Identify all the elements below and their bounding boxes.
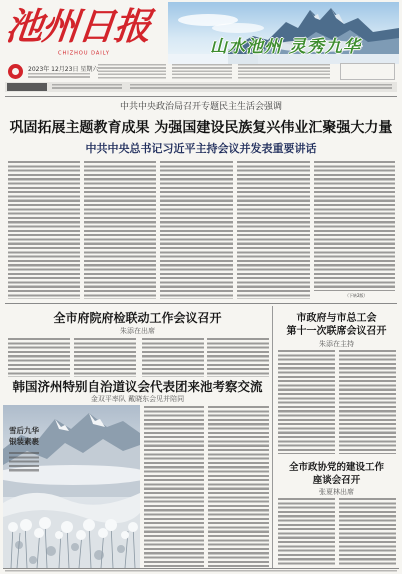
edition-info-text <box>238 64 330 80</box>
footer-divider <box>3 568 399 569</box>
story-headline-line: 第十一次联席会议召开 <box>286 326 387 337</box>
edition-info-text <box>98 64 166 80</box>
lead-headline: 巩固拓展主题教育成果 为强国建设民族复兴伟业汇聚强大力量 <box>9 120 393 136</box>
header-strip-text <box>130 84 392 90</box>
article-body-column <box>84 161 156 299</box>
photo-credit-text <box>9 452 39 472</box>
photo-caption-line: 雪后九华 <box>9 426 39 435</box>
article-body-column <box>278 350 335 454</box>
article-body-column <box>339 350 396 454</box>
story-headline-line: 市政府与市总工会 <box>296 313 377 324</box>
article-body-column <box>160 161 233 299</box>
lead-subhead: 中共中央总书记习近平主持会议并发表重要讲话 <box>85 142 317 155</box>
edition-date: 2023年 12月23日 星期六 <box>28 65 99 73</box>
edition-info-text <box>172 64 232 80</box>
article-body-column <box>74 338 136 377</box>
banner-slogan: 山水池州 灵秀九华 <box>210 37 361 57</box>
article-body-column <box>278 498 335 566</box>
section-divider <box>5 303 397 304</box>
header-strip-text <box>52 84 122 90</box>
masthead-title: 池州日报 <box>3 4 153 48</box>
masthead-title-en: CHIZHOU DAILY <box>58 50 110 56</box>
continued-notice: （下转2版） <box>345 293 368 298</box>
story-byline: 朱添在主持 <box>319 340 354 348</box>
article-body-column <box>339 498 396 566</box>
article-body-column <box>237 161 310 299</box>
article-body-column <box>144 406 204 567</box>
edition-info-box <box>340 63 395 80</box>
article-body-column <box>142 338 204 377</box>
story-headline: 韩国济州特别自治道议会代表团来池考察交流 <box>12 379 263 394</box>
header-divider <box>5 96 397 97</box>
photo-caption <box>9 425 39 447</box>
article-body-column <box>8 161 80 299</box>
lead-kicker: 中共中央政治局召开专题民主生活会强调 <box>119 102 282 112</box>
header-strip-tag <box>7 83 47 91</box>
masthead-banner <box>168 2 399 64</box>
story-byline: 张夏林出席 <box>319 488 354 496</box>
news-photo <box>3 405 140 568</box>
article-body-column <box>208 406 269 567</box>
article-body-column <box>314 161 395 291</box>
footer-text <box>5 570 397 573</box>
story-headline-line: 全市政协党的建设工作 <box>288 462 384 473</box>
article-body-column <box>207 338 269 377</box>
newspaper-logo-icon <box>8 64 23 79</box>
edition-info-text <box>28 73 90 79</box>
story-headline: 全市府院府检联动工作会议召开 <box>53 311 222 325</box>
story-byline: 金双平率队 戴晓东会见并陪同 <box>90 395 185 403</box>
story-byline: 朱添在出席 <box>120 327 155 335</box>
story-headline-line: 座谈会召开 <box>312 475 361 486</box>
photo-caption-line: 银装素裹 <box>9 437 39 446</box>
column-divider <box>272 306 273 568</box>
article-body-column <box>8 338 70 377</box>
